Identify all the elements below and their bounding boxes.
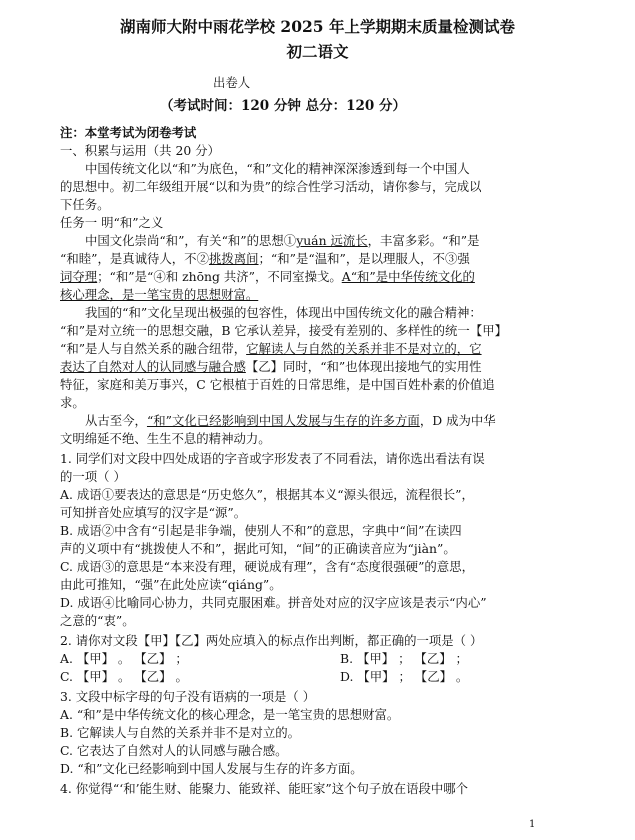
paragraph-line: 从古至今，“和”文化已经影响到中国人发展与生存的许多方面，D 成为中华 <box>85 413 496 428</box>
paragraph-line: 我国的“和”文化呈现出极强的包容性，体现出中国传统文化的融合精神： <box>85 305 482 320</box>
intro-line: 的思想中。初二年级组开展“以和为贵”的综合性学习活动，请你参与，完成以 <box>60 179 482 194</box>
q2-option-b: B. 【甲】 ； 【乙】 ； <box>340 651 468 666</box>
intro-line: 下任务。 <box>60 197 110 212</box>
exam-info: （考试时间：120 分钟 总分：120 分） <box>160 98 406 114</box>
q2-option-a: A. 【甲】 。 【乙】 ； <box>60 651 188 666</box>
question-2-stem: 2. 请你对文段【甲】【乙】两处应填入的标点作出判断，都正确的一项是（ ） <box>60 633 483 648</box>
q3-option-d: D. “和”文化已经影响到中国人发展与生存的许多方面。 <box>60 761 363 776</box>
question-4-stem: 4. 你觉得“‘和’能生财、能聚力、能致祥、能旺家”这个句子放在语段中哪个 <box>60 781 469 796</box>
q1-option-c: C. 成语③的意思是“本来没有理，硬说成有理”，含有“态度很强硬”的意思， <box>60 559 474 574</box>
q2-option-c: C. 【甲】 。 【乙】 。 <box>60 669 188 684</box>
paragraph-line: 表达了自然对人的认同感与融合感【乙】同时，“和”也体现出接地气的实用性 <box>60 359 482 374</box>
paragraph-line: “和睦”，是真诚待人，不②挑拨离间；“和”是“温和”，是以理服人，不③强 <box>60 251 470 266</box>
paragraph-line: 词夺理；“和”是“④和 zhōng 共济”，不同室操戈。A“和”是中华传统文化的 <box>60 269 475 284</box>
q1-option-d: D. 成语④比喻同心协力，共同克服困难。拼音处对应的汉字应该是表示“内心” <box>60 595 487 610</box>
exam-title: 湖南师大附中雨花学校 2025 年上学期期末质量检测试卷 <box>120 17 515 36</box>
q3-option-a: A. “和”是中华传统文化的核心理念，是一笔宝贵的思想财富。 <box>60 707 400 722</box>
q2-option-d: D. 【甲】 ； 【乙】 。 <box>340 669 469 684</box>
exam-subject: 初二语文 <box>286 42 349 61</box>
intro-line: 中国传统文化以“和”为底色，“和”文化的精神深深渗透到每一个中国人 <box>85 161 470 176</box>
paragraph-line: “和”是对立统一的思想交融，B 它承认差异，接受有差别的、多样性的统一【甲】 <box>60 323 507 338</box>
exam-note: 注：本堂考试为闭卷考试 <box>60 125 197 140</box>
question-1-stem: 的一项（ ） <box>60 469 126 484</box>
q3-option-b: B. 它解读人与自然的关系并非不是对立的。 <box>60 725 301 740</box>
paragraph-line: 特征，家庭和美万事兴，C 它根植于百姓的日常思维，是中国百姓朴素的价值追 <box>60 377 495 392</box>
paragraph-line: 文明绵延不绝、生生不息的精神动力。 <box>60 431 271 446</box>
question-3-stem: 3. 文段中标字母的句子没有语病的一项是（ ） <box>60 689 316 704</box>
q1-option-c: 由此可推知，“强”在此处应读“qiáng”。 <box>60 577 282 592</box>
question-1-stem: 1. 同学们对文段中四处成语的字音或字形发表了不同看法，请你选出看法有误 <box>60 451 485 466</box>
q1-option-b: B. 成语②中含有“引起是非争端，使别人不和”的意思，字典中“间”在读四 <box>60 523 462 538</box>
paragraph-line: “和”是人与自然关系的融合纽带，它解读人与自然的关系并非不是对立的，它 <box>60 341 482 356</box>
task-heading: 任务一 明“和”之义 <box>60 215 164 230</box>
q1-option-a: A. 成语①要表达的意思是“历史悠久”，根据其本义“源头很远，流程很长”， <box>60 487 474 502</box>
page-number: 1 <box>529 819 536 830</box>
author-label: 出卷人 <box>213 75 251 90</box>
q1-option-d: 之意的“衷”。 <box>60 613 135 628</box>
section-heading: 一、积累与运用（共 20 分） <box>60 143 220 158</box>
q1-option-a: 可知拼音处应填写的汉字是“源”。 <box>60 505 247 520</box>
paragraph-line: 核心理念，是一笔宝贵的思想财富。 <box>60 287 259 302</box>
q3-option-c: C. 它表达了自然对人的认同感与融合感。 <box>60 743 288 758</box>
paragraph-line: 求。 <box>60 395 85 410</box>
paragraph-line: 中国文化崇尚“和”，有关“和”的思想①yuán 远流长，丰富多彩。“和”是 <box>85 233 480 248</box>
q1-option-b: 声的义项中有“挑拨使人不和”，据此可知，“间”的正确读音应为“jiàn”。 <box>60 541 456 556</box>
